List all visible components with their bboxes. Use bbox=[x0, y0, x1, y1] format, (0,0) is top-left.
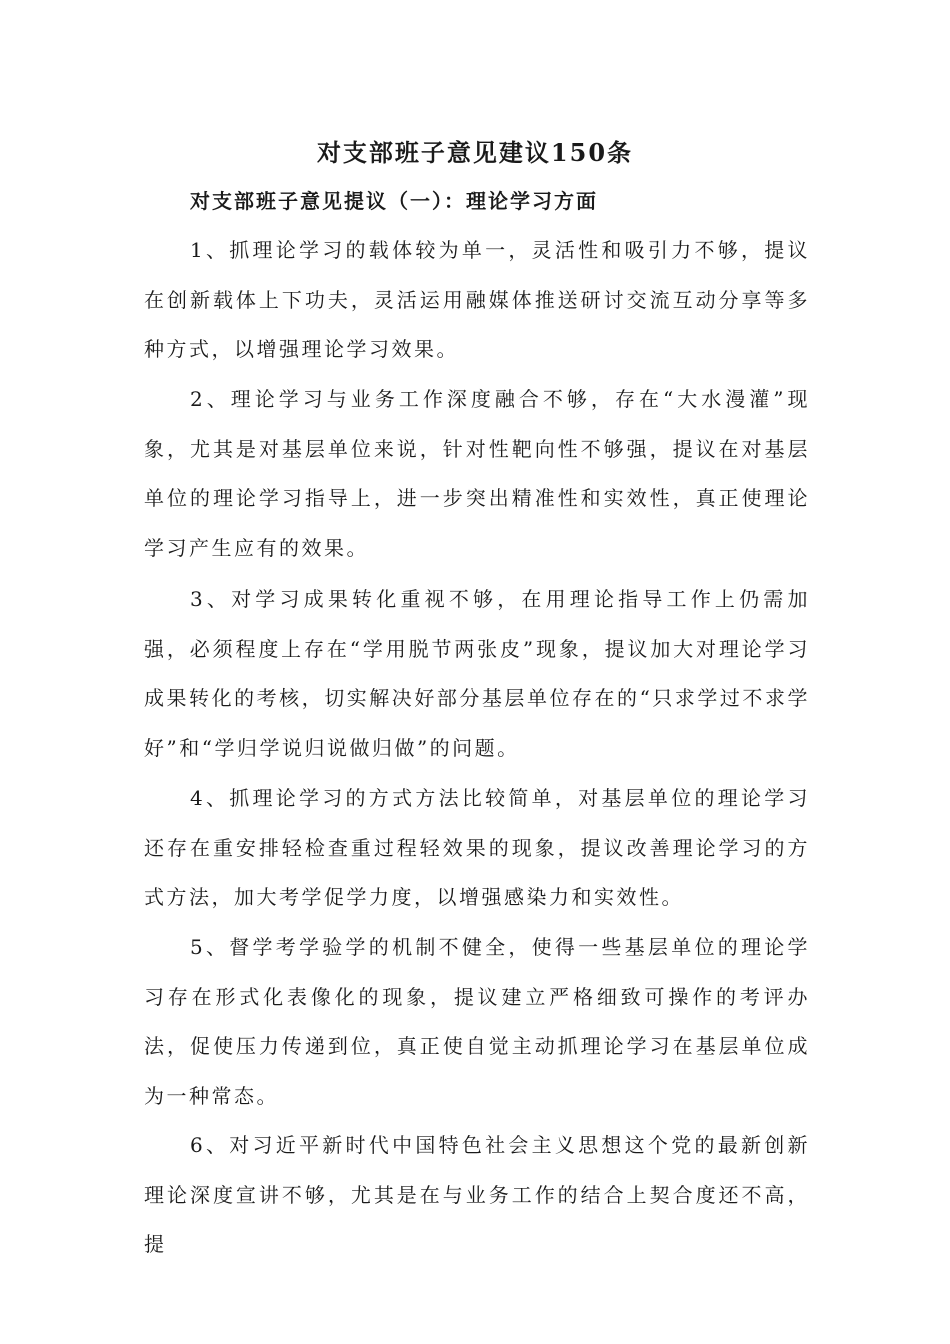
paragraph-6: 6、对习近平新时代中国特色社会主义思想这个党的最新创新理论深度宣讲不够，尤其是在与业务工作的结合上契合度还不高，提 bbox=[144, 1133, 810, 1256]
paragraph-1: 1、抓理论学习的载体较为单一，灵活性和吸引力不够，提议在创新载体上下功夫，灵活运用融媒体推送研讨交流互动分享等多种方式，以增强理论学习效果。 bbox=[144, 238, 810, 361]
paragraph-4: 4、抓理论学习的方式方法比较简单，对基层单位的理论学习还存在重安排轻检查重过程轻效果的现象，提议改善理论学习的方式方法，加大考学促学力度，以增强感染力和实效性。 bbox=[144, 786, 810, 909]
paragraph-5: 5、督学考学验学的机制不健全，使得一些基层单位的理论学习存在形式化表像化的现象，提议建立严格细致可操作的考评办法，促使压力传递到位，真正使自觉主动抓理论学习在基层单位成为一种常态。 bbox=[144, 935, 810, 1108]
paragraph-3: 3、对学习成果转化重视不够，在用理论指导工作上仍需加强，必须程度上存在“学用脱节两张皮”现象，提议加大对理论学习成果转化的考核，切实解决好部分基层单位存在的“只求学过不求学好”和“学归学说归说做归做”的问题。 bbox=[144, 587, 810, 760]
paragraph-2: 2、理论学习与业务工作深度融合不够，存在“大水漫灌”现象，尤其是对基层单位来说，针对性靶向性不够强，提议在对基层单位的理论学习指导上，进一步突出精准性和实效性，真正使理论学习产生应有的效果。 bbox=[144, 387, 810, 560]
document-title: 对支部班子意见建议150条 bbox=[316, 138, 634, 167]
section-heading: 对支部班子意见提议（一）：理论学习方面 bbox=[190, 189, 598, 213]
